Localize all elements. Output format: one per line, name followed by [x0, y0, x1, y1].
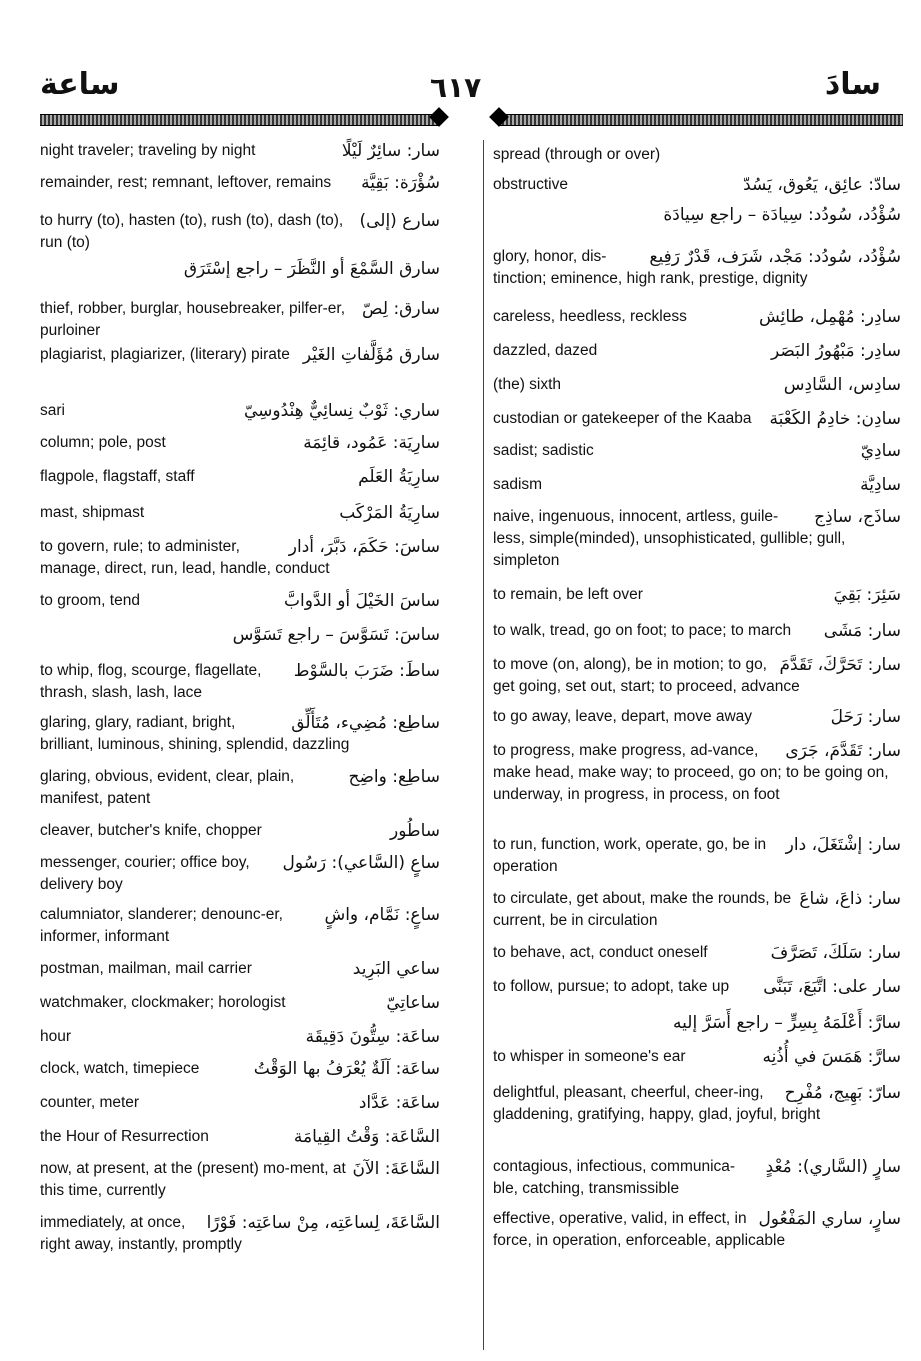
entry-arabic-headword: سار: ذاعَ، شاعَ: [799, 889, 901, 909]
dictionary-entry: [493, 144, 901, 166]
entry-english-definition: plagiarist, plagiarizer, (literary) pirate: [40, 346, 290, 363]
entry-arabic-headword: سار: تَحَرَّكَ، تَقَدَّمَ: [779, 655, 901, 675]
dictionary-entry: [40, 432, 440, 454]
entry-arabic-headword: ساعَة: سِتُّونَ دَقِيقَة: [305, 1027, 440, 1047]
entry-arabic-headword: سُؤْرَة: بَقِيَّة: [361, 173, 440, 193]
entry-arabic-headword: سار: سائِرٌ لَيْلًا: [341, 141, 440, 161]
entry-arabic-headword: سار: مَشَى: [823, 621, 901, 641]
entry-english-definition: to follow, pursue; to adopt, take up: [493, 978, 730, 995]
entry-english-definition: to go away, leave, depart, move away: [493, 708, 753, 725]
entry-english-definition: naive, ingenuous, innocent, artless, guile-less, simple(minded), unsophisticated, gullible; gull, simpleton: [493, 508, 846, 569]
entry-english-definition: cleaver, butcher's knife, chopper: [40, 822, 262, 839]
entry-english-definition: to move (on, along), be in motion; to go, get going, set out, start; to proceed, advance: [493, 656, 800, 695]
dictionary-entry: [493, 584, 901, 606]
dictionary-entry: [40, 852, 440, 896]
entry-arabic-headword: سارق: لِصّ: [362, 299, 440, 319]
entry-english-definition: to whisper in someone's ear: [493, 1048, 686, 1065]
dictionary-entry: [493, 654, 901, 698]
entry-english-definition: contagious, infectious, communica-ble, catching, transmissible: [493, 1158, 736, 1197]
dictionary-entry: [40, 992, 440, 1014]
entry-arabic-headword: سارَّ: هَمَسَ في أُذُنِه: [762, 1047, 901, 1067]
dictionary-entry: [40, 466, 440, 488]
entry-arabic-headword: ساعٍ: نَمَّام، واشٍ: [324, 905, 440, 925]
entry-arabic-headword: سارق مُؤَلَّفاتِ الغَيْر: [302, 345, 440, 365]
entry-arabic-headword: سادِر: مَبْهُورُ البَصَر: [771, 341, 901, 361]
dictionary-entry: [493, 440, 901, 462]
dictionary-entry: [40, 1058, 440, 1080]
dictionary-entry: [40, 344, 440, 366]
entry-arabic-cross-reference: سارَّ: أَعْلَمَهُ بِسِرٍّ – راجع أَسَرَّ إليه: [673, 1013, 901, 1033]
entry-english-definition: watchmaker, clockmaker; horologist: [40, 994, 286, 1011]
entry-english-definition: to whip, flog, scourge, flagellate, thrash, slash, lash, lace: [40, 662, 262, 701]
entry-english-definition: to groom, tend: [40, 592, 140, 609]
dictionary-entry: [40, 820, 440, 842]
entry-english-definition: calumniator, slanderer; denounc-er, informer, informant: [40, 906, 283, 945]
dictionary-entry: [493, 620, 901, 642]
dictionary-entry: [493, 1046, 901, 1068]
dictionary-entry: [40, 660, 440, 704]
entry-arabic-headword: سُؤْدُد، سُودُد: مَجْد، شَرَف، قَدْرٌ رَفِيع: [649, 247, 901, 267]
entry-english-definition: flagpole, flagstaff, staff: [40, 468, 195, 485]
dictionary-entry: [40, 536, 440, 580]
dictionary-entry: [493, 246, 901, 290]
dictionary-entry: [493, 1012, 901, 1034]
entry-arabic-headword: سَئِرَ: بَقِيَ: [833, 585, 901, 605]
entry-arabic-headword: ساعَة: عَدَّاد: [358, 1093, 440, 1113]
entry-arabic-headword: السَّاعَة: وَقْتُ القِيامَة: [293, 1127, 440, 1147]
dictionary-entry: [40, 1212, 440, 1256]
left-column: [40, 140, 440, 1350]
header-rule-right: [498, 114, 903, 126]
running-head-left: ساعة: [40, 67, 120, 102]
entry-english-definition: postman, mailman, mail carrier: [40, 960, 252, 977]
entry-arabic-headword: سار: رَحَلَ: [830, 707, 901, 727]
entry-arabic-headword: ساطُور: [390, 821, 440, 841]
dictionary-entry: [40, 1026, 440, 1048]
entry-english-definition: to walk, tread, go on foot; to pace; to march: [493, 622, 792, 639]
entry-english-definition: dazzled, dazed: [493, 342, 598, 359]
entry-arabic-headword: سار على: اتَّبَعَ، تَبَنَّى: [763, 977, 901, 997]
entry-english-definition: to progress, make progress, ad-vance, make head, make way; to proceed, go on; to be going on, underway, in progress, in process, on foot: [493, 742, 889, 803]
entry-english-definition: now, at present, at the (present) mo-ment, at this time, currently: [40, 1160, 346, 1199]
entry-english-definition: clock, watch, timepiece: [40, 1060, 200, 1077]
entry-arabic-headword: ساعاتِيّ: [386, 993, 440, 1013]
dictionary-entry: [40, 590, 440, 612]
dictionary-entry: [40, 140, 440, 162]
dictionary-entry: [40, 958, 440, 980]
entry-english-definition: to govern, rule; to administer, manage, direct, run, lead, handle, conduct: [40, 538, 330, 577]
entry-english-definition: to circulate, get about, make the rounds, be current, be in circulation: [493, 890, 792, 929]
dictionary-entry: [493, 834, 901, 878]
entry-english-definition: sadist; sadistic: [493, 442, 594, 459]
dictionary-entry: [40, 1158, 440, 1202]
dictionary-entry: [493, 374, 901, 396]
dictionary-entry: [40, 298, 440, 342]
dictionary-entry: [40, 904, 440, 948]
dictionary-entry: [40, 400, 440, 422]
dictionary-entry: [493, 1082, 901, 1126]
entry-english-definition: delightful, pleasant, cheerful, cheer-ing, gladdening, gratifying, happy, glad, joyful, bright: [493, 1084, 821, 1123]
entry-arabic-headword: ساسَ الخَيْلَ أو الدَّوابَّ: [284, 591, 440, 611]
entry-arabic-cross-reference: سُؤْدُد، سُودُد: سِيادَة – راجع سِيادَة: [663, 205, 901, 225]
entry-english-definition: careless, heedless, reckless: [493, 308, 687, 325]
entry-english-definition: the Hour of Resurrection: [40, 1128, 209, 1145]
entry-arabic-headword: سادِر: مُهْمِل، طائِش: [759, 307, 901, 327]
entry-english-definition: column; pole, post: [40, 434, 166, 451]
entry-english-definition: sadism: [493, 476, 543, 493]
entry-english-definition: glory, honor, dis-tinction; eminence, high rank, prestige, dignity: [493, 248, 808, 287]
entry-arabic-headword: ساعٍ (السَّاعي): رَسُول: [282, 853, 440, 873]
entry-english-definition: glaring, glary, radiant, bright, brilliant, luminous, shining, splendid, dazzling: [40, 714, 350, 753]
entry-arabic-headword: سادِن: خادِمُ الكَعْبَة: [769, 409, 901, 429]
dictionary-entry: [40, 766, 440, 810]
dictionary-entry: [40, 1126, 440, 1148]
entry-arabic-headword: ساذَج، ساذِج: [814, 507, 901, 527]
entry-arabic-headword: ساعَة: آلَةٌ يُعْرَفُ بها الوَقْتُ: [253, 1059, 440, 1079]
dictionary-entry: [493, 888, 901, 932]
dictionary-entry: [493, 306, 901, 328]
entry-arabic-cross-reference: ساسَ: تَسَوَّسَ – راجع تَسَوَّس: [232, 625, 440, 645]
entry-arabic-headword: سادِس، السَّادِس: [783, 375, 901, 395]
entry-english-definition: night traveler; traveling by night: [40, 142, 256, 159]
entry-arabic-headword: سار: سَلَكَ، تَصَرَّفَ: [770, 943, 901, 963]
dictionary-entry: [493, 1208, 901, 1252]
dictionary-entry: [493, 706, 901, 728]
entry-english-definition: obstructive: [493, 176, 568, 193]
entry-arabic-headword: سارع (إلى): [359, 211, 440, 231]
entry-arabic-headword: سادِيّ: [860, 441, 901, 461]
entry-arabic-headword: سارّ: بَهِيج، مُفْرِح: [784, 1083, 901, 1103]
entry-arabic-headword: ساطِع: واضِح: [348, 767, 440, 787]
dictionary-entry: [40, 258, 440, 280]
entry-english-definition: to run, function, work, operate, go, be in operation: [493, 836, 767, 875]
entry-english-definition: to remain, be left over: [493, 586, 643, 603]
header-rule-left: [40, 114, 440, 126]
dictionary-entry: [493, 976, 901, 998]
entry-english-definition: messenger, courier; office boy, delivery boy: [40, 854, 250, 893]
entry-arabic-headword: سارِيَةُ العَلَم: [358, 467, 440, 487]
entry-arabic-headword: السَّاعَةَ: الآنَ: [352, 1159, 440, 1179]
entry-english-definition: hour: [40, 1028, 72, 1045]
entry-english-definition: spread (through or over): [493, 146, 661, 163]
column-divider: [483, 140, 484, 1350]
entry-arabic-headword: سارِيَةُ المَرْكَب: [339, 503, 440, 523]
dictionary-entry: [493, 474, 901, 496]
dictionary-entry: [493, 408, 901, 430]
dictionary-entry: [493, 204, 901, 226]
entry-english-definition: effective, operative, valid, in effect, in force, in operation, enforceable, applicable: [493, 1210, 786, 1249]
dictionary-entry: [493, 942, 901, 964]
entry-english-definition: sari: [40, 402, 65, 419]
dictionary-entry: [40, 712, 440, 756]
entry-arabic-cross-reference: سارق السَّمْعَ أو النَّظَرَ – راجع إسْتَرَق: [183, 259, 440, 279]
dictionary-entry: [493, 340, 901, 362]
entry-arabic-headword: سادِيَّة: [860, 475, 901, 495]
page-number: ٦١٧: [430, 71, 482, 104]
entry-arabic-headword: السَّاعَةَ، لِساعَتِه، مِنْ ساعَتِه: فَوْرًا: [206, 1213, 440, 1233]
entry-english-definition: (the) sixth: [493, 376, 562, 393]
entry-english-definition: remainder, rest; remnant, leftover, remains: [40, 174, 332, 191]
entry-arabic-headword: ساري: ثَوْبٌ نِسائِيٌّ هِنْدُوسِيّ: [243, 401, 440, 421]
entry-arabic-headword: سارِيَة: عَمُود، قائِمَة: [303, 433, 440, 453]
entry-arabic-headword: ساطِع: مُضِيء، مُتَأَلِّق: [291, 713, 440, 733]
right-column: [493, 140, 901, 1350]
dictionary-entry: [40, 172, 440, 194]
entry-arabic-headword: سار: إشْتَغَلَ، دار: [785, 835, 901, 855]
dictionary-entry: [493, 506, 901, 572]
running-head-right: سادَ: [824, 67, 881, 102]
entry-arabic-headword: سارٍ، ساري المَفْعُول: [758, 1209, 901, 1229]
entry-english-definition: mast, shipmast: [40, 504, 145, 521]
entry-english-definition: custodian or gatekeeper of the Kaaba: [493, 410, 752, 427]
entry-english-definition: thief, robber, burglar, housebreaker, pilfer-er, purloiner: [40, 300, 346, 339]
dictionary-entry: [40, 210, 440, 254]
entry-arabic-headword: سارٍ (السَّاري): مُعْدٍ: [765, 1157, 901, 1177]
entry-english-definition: glaring, obvious, evident, clear, plain, manifest, patent: [40, 768, 295, 807]
entry-english-definition: immediately, at once, right away, instantly, promptly: [40, 1214, 242, 1253]
entry-english-definition: counter, meter: [40, 1094, 140, 1111]
dictionary-entry: [40, 1092, 440, 1114]
entry-english-definition: to hurry (to), hasten (to), rush (to), dash (to), run (to): [40, 212, 344, 251]
entry-arabic-headword: ساطَ: ضَرَبَ بالسَّوْط: [293, 661, 440, 681]
entry-arabic-headword: سار: تَقَدَّمَ، جَرَى: [785, 741, 901, 761]
dictionary-entry: [493, 174, 901, 196]
dictionary-entry: [493, 1156, 901, 1200]
dictionary-entry: [40, 624, 440, 646]
entry-arabic-headword: ساسَ: حَكَمَ، دَبَّرَ، أدار: [288, 537, 440, 557]
dictionary-entry: [40, 502, 440, 524]
entry-english-definition: to behave, act, conduct oneself: [493, 944, 708, 961]
entry-arabic-headword: ساعي البَرِيد: [352, 959, 440, 979]
entry-arabic-headword: سادّ: عائِق، يَعُوق، يَسُدّ: [743, 175, 901, 195]
dictionary-entry: [493, 740, 901, 806]
